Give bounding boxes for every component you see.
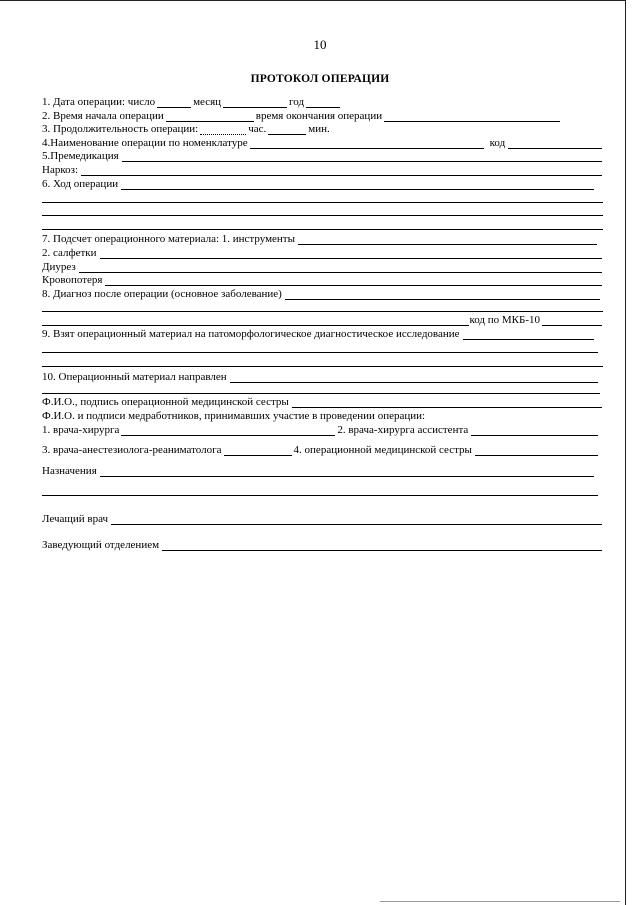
nurse-sign-row: [42, 396, 602, 408]
material-taken-label: 9. Взят операционный материал на патоморфологическое диагностическое исследование: [42, 328, 460, 340]
diagnosis-field[interactable]: [285, 290, 600, 300]
napkins-label: 2. салфетки: [42, 247, 97, 259]
start-field[interactable]: [166, 112, 254, 122]
page-title: ПРОТОКОЛ ОПЕРАЦИИ: [250, 73, 390, 85]
material-sent-row: [42, 371, 598, 383]
start-label: 2. Время начала операции: [42, 110, 164, 122]
diuresis-row: [42, 261, 602, 273]
operation-name-row: [42, 137, 602, 149]
course-line-2[interactable]: [42, 215, 603, 216]
course-line-1[interactable]: [42, 202, 603, 203]
course-row: [42, 178, 594, 190]
code-field[interactable]: [508, 139, 602, 149]
attending-row: [42, 513, 602, 525]
head-field[interactable]: [162, 541, 602, 551]
code-label: код: [489, 137, 506, 149]
head-label: Заведующий отделением: [42, 539, 160, 551]
material-taken-line-2[interactable]: [42, 366, 603, 367]
page-number: 10: [313, 37, 327, 52]
premedication-field[interactable]: [122, 152, 602, 162]
nurse-sign-label: Ф.И.О., подпись операционной медицинской сестры: [42, 396, 289, 408]
year-field[interactable]: [306, 98, 340, 108]
blood-loss-row: [42, 274, 602, 286]
material-sent-line[interactable]: [42, 393, 600, 394]
icd-field[interactable]: [542, 316, 602, 326]
course-label: 6. Ход операции: [42, 178, 119, 190]
diagnosis-row: [42, 288, 600, 300]
date-label: 1. Дата операции: число: [42, 96, 156, 108]
minutes-label: мин.: [308, 123, 330, 135]
month-field[interactable]: [223, 98, 287, 108]
instruments-field[interactable]: [298, 235, 597, 245]
op-nurse-label: 4. операционной медицинской сестры: [293, 444, 472, 456]
date-row: [42, 96, 602, 108]
attending-field[interactable]: [111, 515, 602, 525]
diagnosis-line[interactable]: [42, 311, 603, 312]
diagnosis-line-2[interactable]: [42, 316, 469, 326]
surgeon-label: 1. врача-хирурга: [42, 424, 120, 436]
operation-name-field[interactable]: [250, 139, 484, 149]
diagnosis-label: 8. Диагноз после операции (основное заболевание): [42, 288, 282, 300]
assistant-field[interactable]: [471, 426, 598, 436]
material-taken-line-1[interactable]: [42, 352, 598, 353]
anesthesia-row: [42, 164, 602, 176]
course-line-3[interactable]: [42, 229, 603, 230]
op-nurse-field[interactable]: [475, 446, 598, 456]
scan-mark: [380, 901, 620, 902]
staff-label: Ф.И.О. и подписи медработников, принимавших участие в проведении операции:: [42, 410, 426, 422]
year-label: год: [289, 96, 305, 108]
end-label: время окончания операции: [255, 110, 383, 122]
time-row: [42, 110, 602, 122]
count-label: 7. Подсчет операционного материала: 1. инструменты: [42, 233, 295, 245]
hours-field[interactable]: [200, 125, 246, 135]
nurse-sign-field[interactable]: [292, 398, 602, 408]
material-taken-field[interactable]: [463, 330, 594, 340]
prescriptions-line[interactable]: [42, 495, 598, 496]
napkins-field[interactable]: [100, 249, 602, 259]
hours-label: час.: [248, 123, 267, 135]
assistant-label: 2. врача-хирурга ассистента: [337, 424, 469, 436]
napkins-row: [42, 247, 602, 259]
end-field[interactable]: [384, 112, 560, 122]
surgeons-row: [42, 424, 598, 436]
day-field[interactable]: [157, 98, 191, 108]
course-field[interactable]: [121, 180, 594, 190]
duration-row: [42, 123, 602, 135]
icd-row: [42, 314, 602, 326]
anesthesia-label: Наркоз:: [42, 164, 79, 176]
anesthesiologist-label: 3. врача-анестезиолога-реаниматолога: [42, 444, 222, 456]
page-edge-right: [625, 0, 626, 905]
anesthesiologist-field[interactable]: [224, 446, 292, 456]
prescriptions-row: [42, 465, 594, 477]
page-edge-top: [0, 0, 626, 1]
premedication-label: 5.Премедикация: [42, 150, 119, 162]
premedication-row: [42, 150, 602, 162]
duration-label: 3. Продолжительность операции:: [42, 123, 199, 135]
staff-heading-row: [42, 410, 602, 422]
diuresis-label: Диурез: [42, 261, 76, 273]
prescriptions-label: Назначения: [42, 465, 97, 477]
blood-loss-field[interactable]: [105, 276, 602, 286]
head-row: [42, 539, 602, 551]
surgeon-field[interactable]: [121, 426, 335, 436]
month-label: месяц: [193, 96, 222, 108]
prescriptions-field[interactable]: [100, 467, 594, 477]
anesthesia-field[interactable]: [81, 166, 602, 176]
attending-label: Лечащий врач: [42, 513, 109, 525]
material-taken-row: [42, 328, 594, 340]
operation-name-label: 4.Наименование операции по номенклатуре: [42, 137, 248, 149]
icd-label: код по МКБ-10: [469, 314, 540, 326]
diuresis-field[interactable]: [79, 263, 602, 273]
anesthesia-staff-row: [42, 444, 598, 456]
blood-loss-label: Кровопотеря: [42, 274, 103, 286]
minutes-field[interactable]: [268, 125, 306, 135]
material-sent-label: 10. Операционный материал направлен: [42, 371, 227, 383]
material-sent-field[interactable]: [230, 373, 598, 383]
count-row: [42, 233, 597, 245]
